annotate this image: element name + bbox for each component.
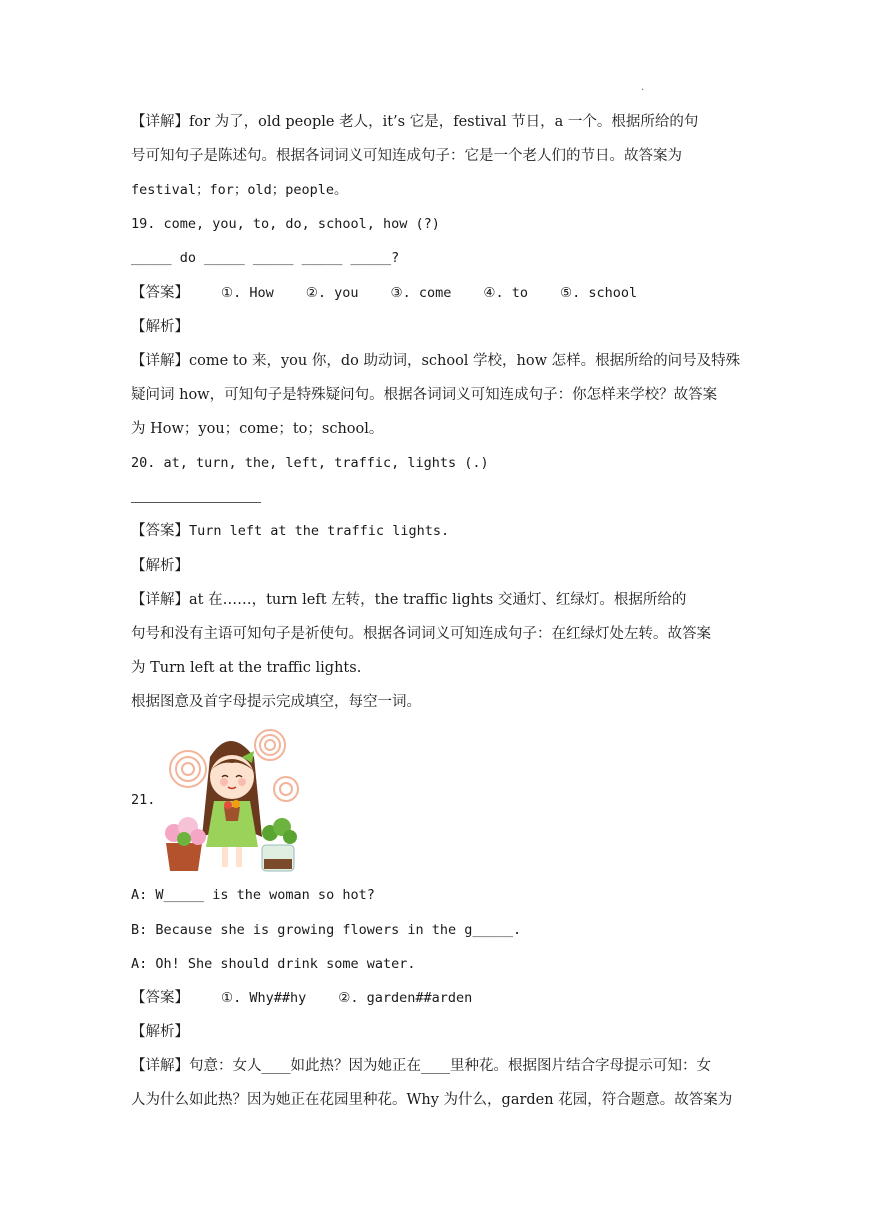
q18-detail-line-1: 【详解】for 为了，old people 老人，it’s 它是，festival 节日，a 一个。根据所给的句 <box>131 114 699 130</box>
q21-detail-line-2: 人为什么如此热？因为她正在花园里种花。Why 为什么，garden 花园，符合题意。故答案为 <box>131 1092 733 1108</box>
q21-dialogue-a1: A: W_____ is the woman so hot? <box>131 887 375 903</box>
answer-label: 【答案】 <box>131 285 189 301</box>
girl-gardening-illustration <box>158 727 310 873</box>
q20-detail-line-2: 句号和没有主语可知句子是祈使句。根据各词词义可知连成句子：在红绿灯处左转。故答案 <box>131 626 711 642</box>
q20-analysis-label: 【解析】 <box>131 558 189 574</box>
q18-detail-line-2: 号可知句子是陈述句。根据各词词义可知连成句子：它是一个老人们的节日。故答案为 <box>131 148 682 164</box>
q21-answer-2: ②. garden##arden <box>338 990 473 1006</box>
corner-dot: . <box>641 82 645 93</box>
q20-detail-line-3: 为 Turn left at the traffic lights. <box>131 660 362 676</box>
q19-detail-line-3: 为 How；you；come；to；school。 <box>131 421 384 437</box>
q21-answer-1: ①. Why##hy <box>221 990 307 1006</box>
q21-analysis-label: 【解析】 <box>131 1024 189 1040</box>
q21-detail-line-1: 【详解】句意：女人____如此热？因为她正在____里种花。根据图片结合字母提示可知：女 <box>131 1058 711 1074</box>
section-instruction: 根据图意及首字母提示完成填空，每空一词。 <box>131 694 421 710</box>
q20-answer: Turn left at the traffic lights. <box>189 523 450 539</box>
q19-detail-line-2: 疑问词 how，可知句子是特殊疑问句。根据各词词义可知连成句子：你怎样来学校？故答案 <box>131 387 718 403</box>
q21-dialogue-b: B: Because she is growing flowers in the g_____. <box>131 922 522 938</box>
q19-answer-4: ④. to <box>483 285 528 301</box>
answer-label: 【答案】 <box>131 523 189 539</box>
q19-analysis-label: 【解析】 <box>131 319 189 335</box>
q19-answer-3: ③. come <box>390 285 452 301</box>
q19-answer-2: ②. you <box>305 285 359 301</box>
q19-answer-1: ①. How <box>221 285 274 301</box>
q19-detail-line-1: 【详解】come to 来，you 你，do 助动词，school 学校，how 怎样。根据所给的问号及特殊 <box>131 353 741 369</box>
q19-blanks: _____ do _____ _____ _____ _____? <box>131 250 400 266</box>
q21-number: 21. <box>131 792 156 808</box>
q21-dialogue-a2: A: Oh! She should drink some water. <box>131 956 416 972</box>
q20-answer-row <box>131 521 741 541</box>
q19-prompt: 19. come, you, to, do, school, how (?) <box>131 216 440 232</box>
q20-prompt: 20. at, turn, the, left, traffic, lights (.) <box>131 455 489 471</box>
q20-answer-blank <box>131 502 261 503</box>
q20-detail-line-1: 【详解】at 在……，turn left 左转，the traffic lights 交通灯、红绿灯。根据所给的 <box>131 592 687 608</box>
q19-answer-5: ⑤. school <box>560 285 638 301</box>
q19-answer-row <box>131 283 741 303</box>
q21-answer-row <box>131 988 741 1008</box>
answer-label: 【答案】 <box>131 990 189 1006</box>
q18-detail-line-3: festival；for；old；people。 <box>131 182 348 198</box>
